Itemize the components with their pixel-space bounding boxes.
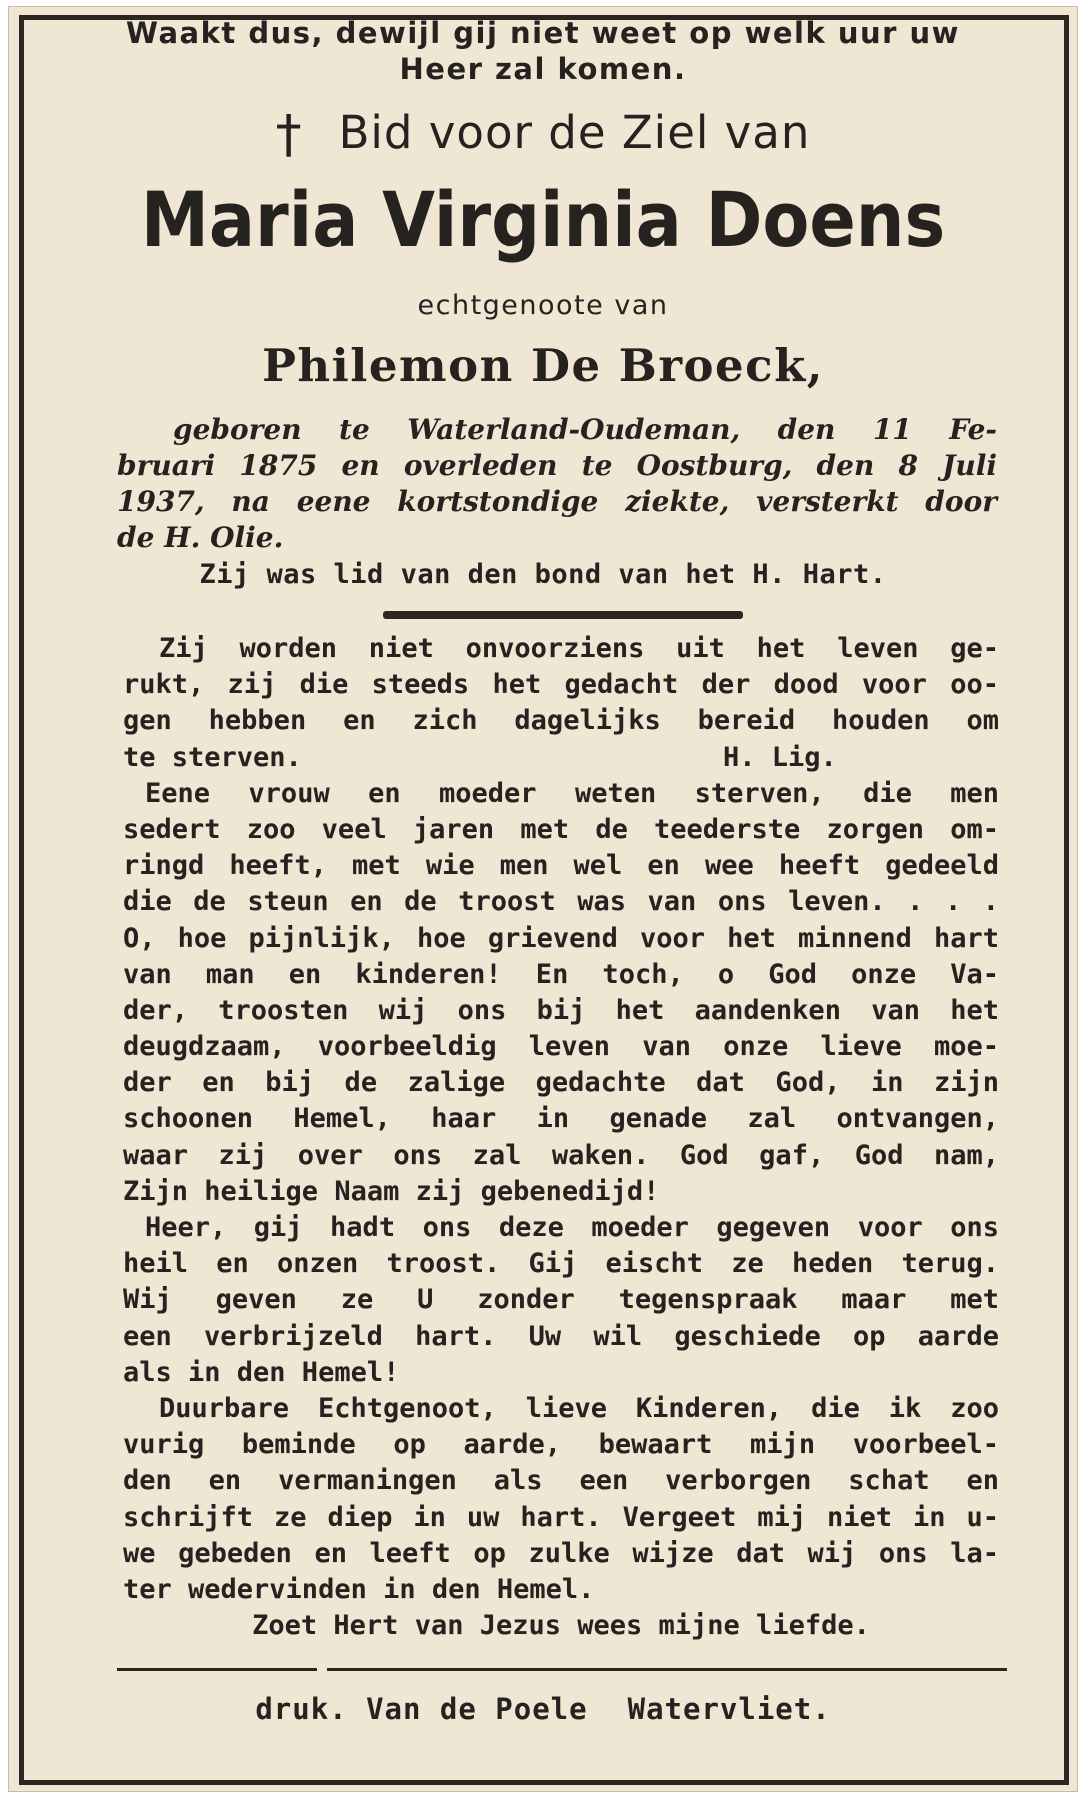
- epigraph: [9, 15, 1077, 87]
- prayer-heading: Bid voor de Ziel van: [338, 106, 811, 159]
- body-line: een verbrijzeld hart. Uw wil geschiede op aarde: [123, 1320, 999, 1352]
- body-line: te sterven.: [123, 741, 302, 773]
- body-line: gen hebben en zich dagelijks bereid houden om: [123, 705, 999, 737]
- printer-city: Watervliet.: [627, 1692, 831, 1726]
- printer-label: druk. Van de Poele: [255, 1692, 588, 1726]
- body-line: schrijft ze diep in uw hart. Vergeet mij niet in u-: [123, 1501, 999, 1533]
- birth-line-1: geboren te Waterland-Oudeman, den 11 Fe-: [173, 413, 997, 446]
- body-line: waar zij over ons zal waken. God gaf, God nam,: [123, 1139, 999, 1171]
- body-line: der en bij de zalige gedachte dat God, in zijn: [123, 1067, 999, 1099]
- body-line: die de steun en de troost was van ons leven. . . .: [123, 886, 999, 918]
- bottom-rule-left: [117, 1668, 317, 1671]
- birth-line-4: de H. Olie.: [117, 521, 284, 554]
- cross-icon: †: [275, 105, 303, 165]
- body-line: sedert zoo veel jaren met de teederste zorgen om-: [123, 813, 999, 845]
- scripture-reference: H. Lig.: [723, 741, 837, 773]
- body-text: [123, 631, 999, 1644]
- body-line: der, troosten wij ons bij het aandenken van het: [123, 994, 999, 1026]
- body-line: Eene vrouw en moeder weten sterven, die men: [145, 777, 999, 809]
- body-line: Zij worden niet onvoorziens uit het leven ge-: [159, 633, 999, 664]
- body-line: als in den Hemel!: [123, 1356, 400, 1388]
- birth-line-3: 1937, na eene kortstondige ziekte, versterkt door: [117, 485, 997, 518]
- bottom-rule-right: [327, 1668, 1007, 1671]
- birth-death-text: [117, 412, 997, 556]
- body-line: O, hoe pijnlijk, hoe grievend voor het minnend hart: [123, 922, 999, 954]
- body-line: van man en kinderen! En toch, o God onze Va-: [123, 958, 999, 990]
- body-line: vurig beminde op aarde, bewaart mijn voorbeel-: [123, 1429, 999, 1461]
- memorial-card: [8, 6, 1078, 1792]
- birth-line-2: bruari 1875 en overleden te Oostburg, den 8 Juli: [117, 449, 997, 482]
- body-line: Wij geven ze U zonder tegenspraak maar met: [123, 1284, 999, 1316]
- epigraph-line-2: Heer zal komen.: [399, 52, 687, 86]
- heavy-divider: [383, 611, 743, 619]
- body-line: Zijn heilige Naam zij gebenedijd!: [123, 1175, 660, 1207]
- body-line: schoonen Hemel, haar in genade zal ontvangen,: [123, 1103, 999, 1135]
- epigraph-line-1: Waakt dus, dewijl gij niet weet op welk uur uw: [126, 16, 960, 50]
- body-line: we gebeden en leeft op zulke wijze dat wij ons la-: [123, 1537, 999, 1569]
- prayer-heading-row: [9, 105, 1077, 163]
- body-line: rukt, zij die steeds het gedacht der dood voor oo-: [123, 669, 999, 701]
- closing-line: Zoet Hert van Jezus wees mijne liefde.: [252, 1610, 870, 1642]
- body-line: den en vermaningen als een verborgen schat en: [123, 1465, 999, 1497]
- body-line: ringd heeft, met wie men wel en wee heeft gedeeld: [123, 850, 999, 882]
- body-line: heil en onzen troost. Gij eischt ze heden terug.: [123, 1248, 999, 1280]
- spouse-name: Philemon De Broeck,: [262, 339, 824, 392]
- membership-line: Zij was lid van den bond van het H. Hart.: [199, 559, 887, 590]
- body-line-with-reference: [123, 740, 999, 776]
- body-line: deugdzaam, voorbeeldig leven van onze lieve moe-: [123, 1031, 999, 1063]
- body-line: Heer, gij hadt ons deze moeder gegeven voor ons: [145, 1212, 999, 1243]
- printer-imprint: [9, 1691, 1077, 1727]
- body-line: ter wedervinden in den Hemel.: [123, 1573, 595, 1605]
- body-line: Duurbare Echtgenoot, lieve Kinderen, die ik zoo: [159, 1392, 999, 1424]
- spouse-intro: echtgenoote van: [417, 290, 669, 321]
- deceased-name: Maria Virginia Doens: [140, 175, 946, 264]
